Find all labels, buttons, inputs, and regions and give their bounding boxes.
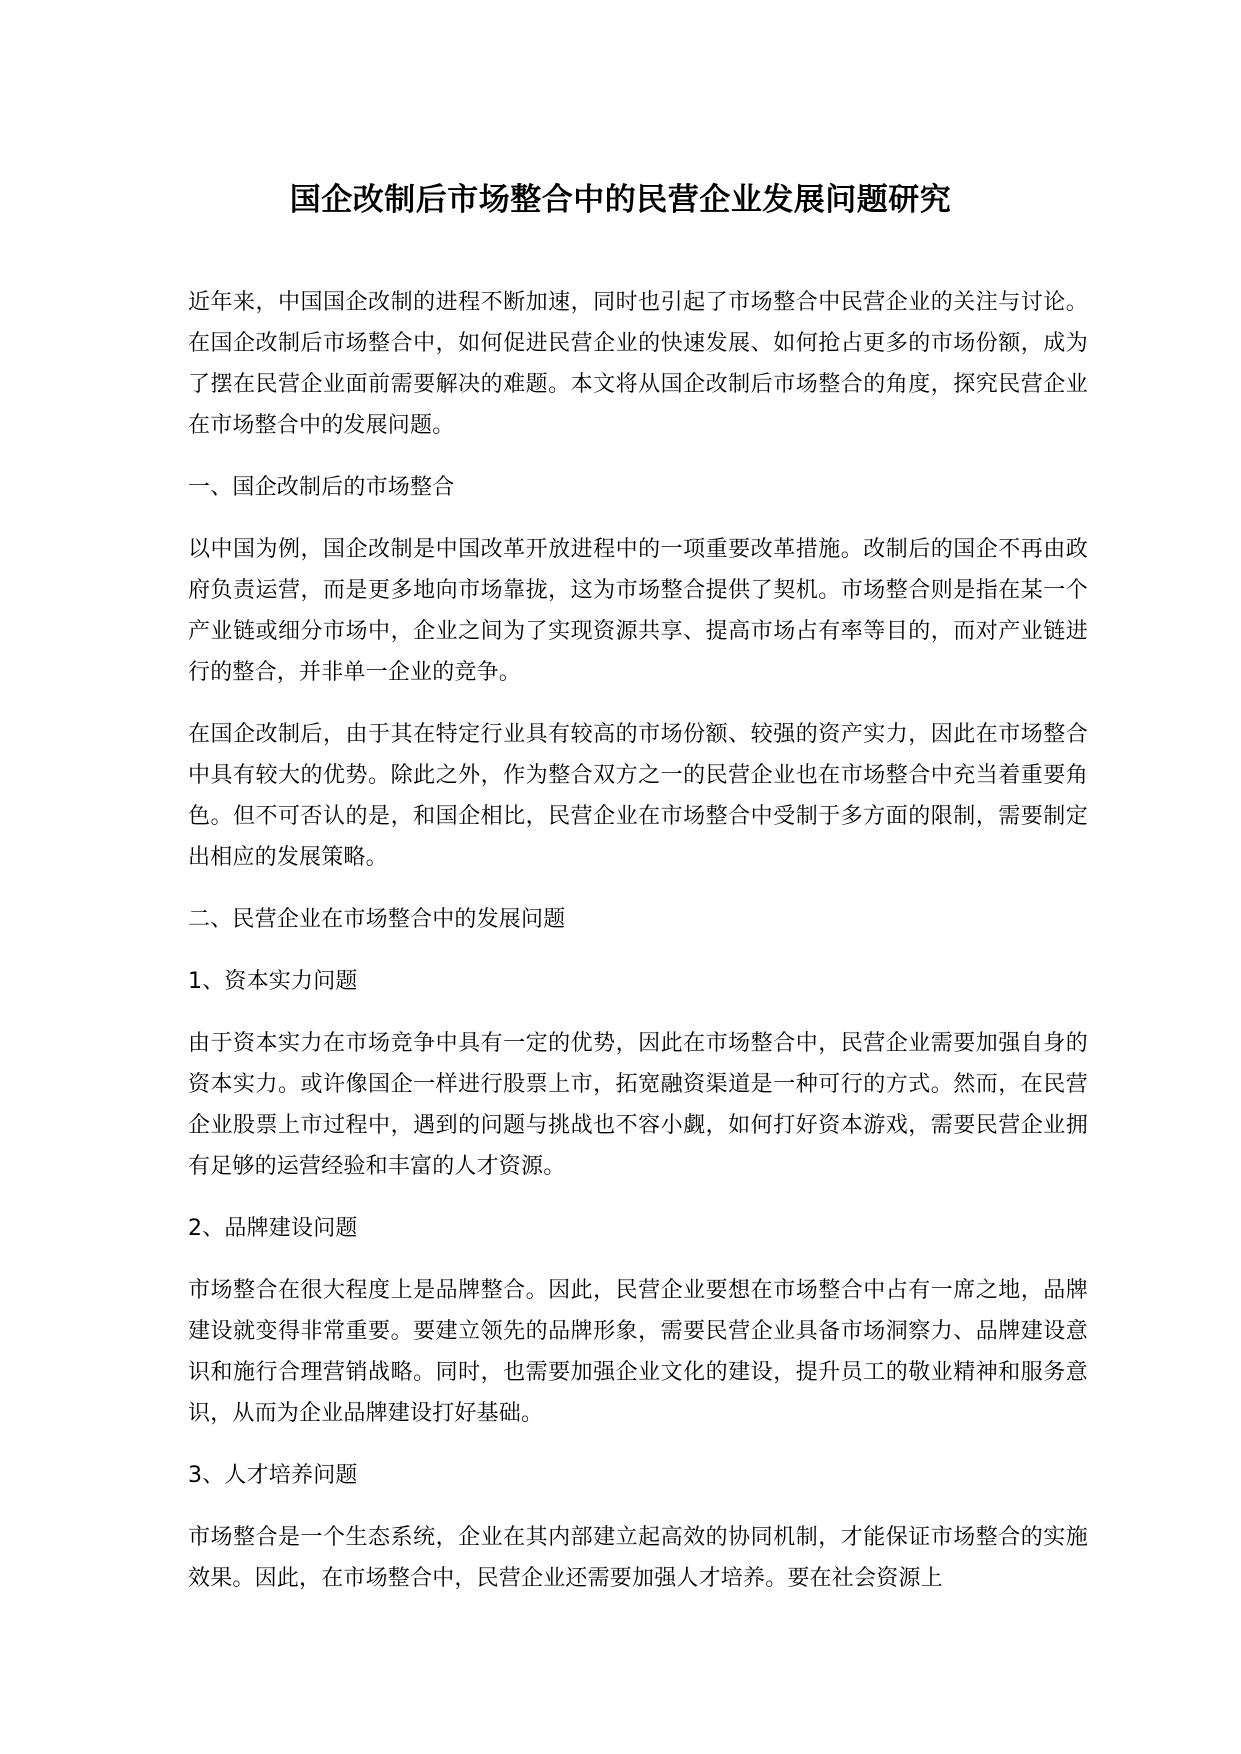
section-heading-2: 二、民营企业在市场整合中的发展问题 — [188, 907, 566, 932]
talent-paragraph: 市场整合是一个生态系统，企业在其内部建立起高效的协同机制，才能保证市场整合的实施效果。因此，在市场整合中，民营企业还需要加强人才培养。要在社会资源上 — [188, 1525, 1088, 1591]
document-title: 国企改制后市场整合中的民营企业发展问题研究 — [289, 182, 952, 218]
brand-paragraph: 市场整合在很大程度上是品牌整合。因此，民营企业要想在市场整合中占有一席之地，品牌建设就变得非常重要。要建立领先的品牌形象，需要民营企业具备市场洞察力、品牌建设意识和施行合理营销战略。同时，也需要加强企业文化的建设，提升员工的敬业精神和服务意识，从而为企业品牌建设打好基础。 — [188, 1278, 1088, 1426]
section-heading-1: 一、国企改制后的市场整合 — [188, 475, 455, 500]
subsection-heading-talent: 3、人才培养问题 — [188, 1463, 358, 1488]
section-1-paragraph-2: 在国企改制后，由于其在特定行业具有较高的市场份额、较强的资产实力，因此在市场整合中具有较大的优势。除此之外，作为整合双方之一的民营企业也在市场整合中充当着重要角色。但不可否认的是，和国企相比，民营企业在市场整合中受制于多方面的限制，需要制定出相应的发展策略。 — [188, 722, 1088, 870]
capital-paragraph: 由于资本实力在市场竞争中具有一定的优势，因此在市场整合中，民营企业需要加强自身的资本实力。或许像国企一样进行股票上市，拓宽融资渠道是一种可行的方式。然而，在民营企业股票上市过程中，遇到的问题与挑战也不容小觑，如何打好资本游戏，需要民营企业拥有足够的运营经验和丰富的人才资源。 — [188, 1031, 1088, 1179]
intro-paragraph: 近年来，中国国企改制的进程不断加速，同时也引起了市场整合中民营企业的关注与讨论。在国企改制后市场整合中，如何促进民营企业的快速发展、如何抢占更多的市场份额，成为了摆在民营企业面前需要解决的难题。本文将从国企改制后市场整合的角度，探究民营企业在市场整合中的发展问题。 — [188, 290, 1088, 438]
subsection-heading-brand: 2、品牌建设问题 — [188, 1216, 358, 1241]
document-body — [188, 282, 1088, 1620]
section-1-paragraph-1: 以中国为例，国企改制是中国改革开放进程中的一项重要改革措施。改制后的国企不再由政府负责运营，而是更多地向市场靠拢，这为市场整合提供了契机。市场整合则是指在某一个产业链或细分市场中，企业之间为了实现资源共享、提高市场占有率等目的，而对产业链进行的整合，并非单一企业的竞争。 — [188, 537, 1088, 685]
subsection-heading-capital: 1、资本实力问题 — [188, 969, 358, 994]
